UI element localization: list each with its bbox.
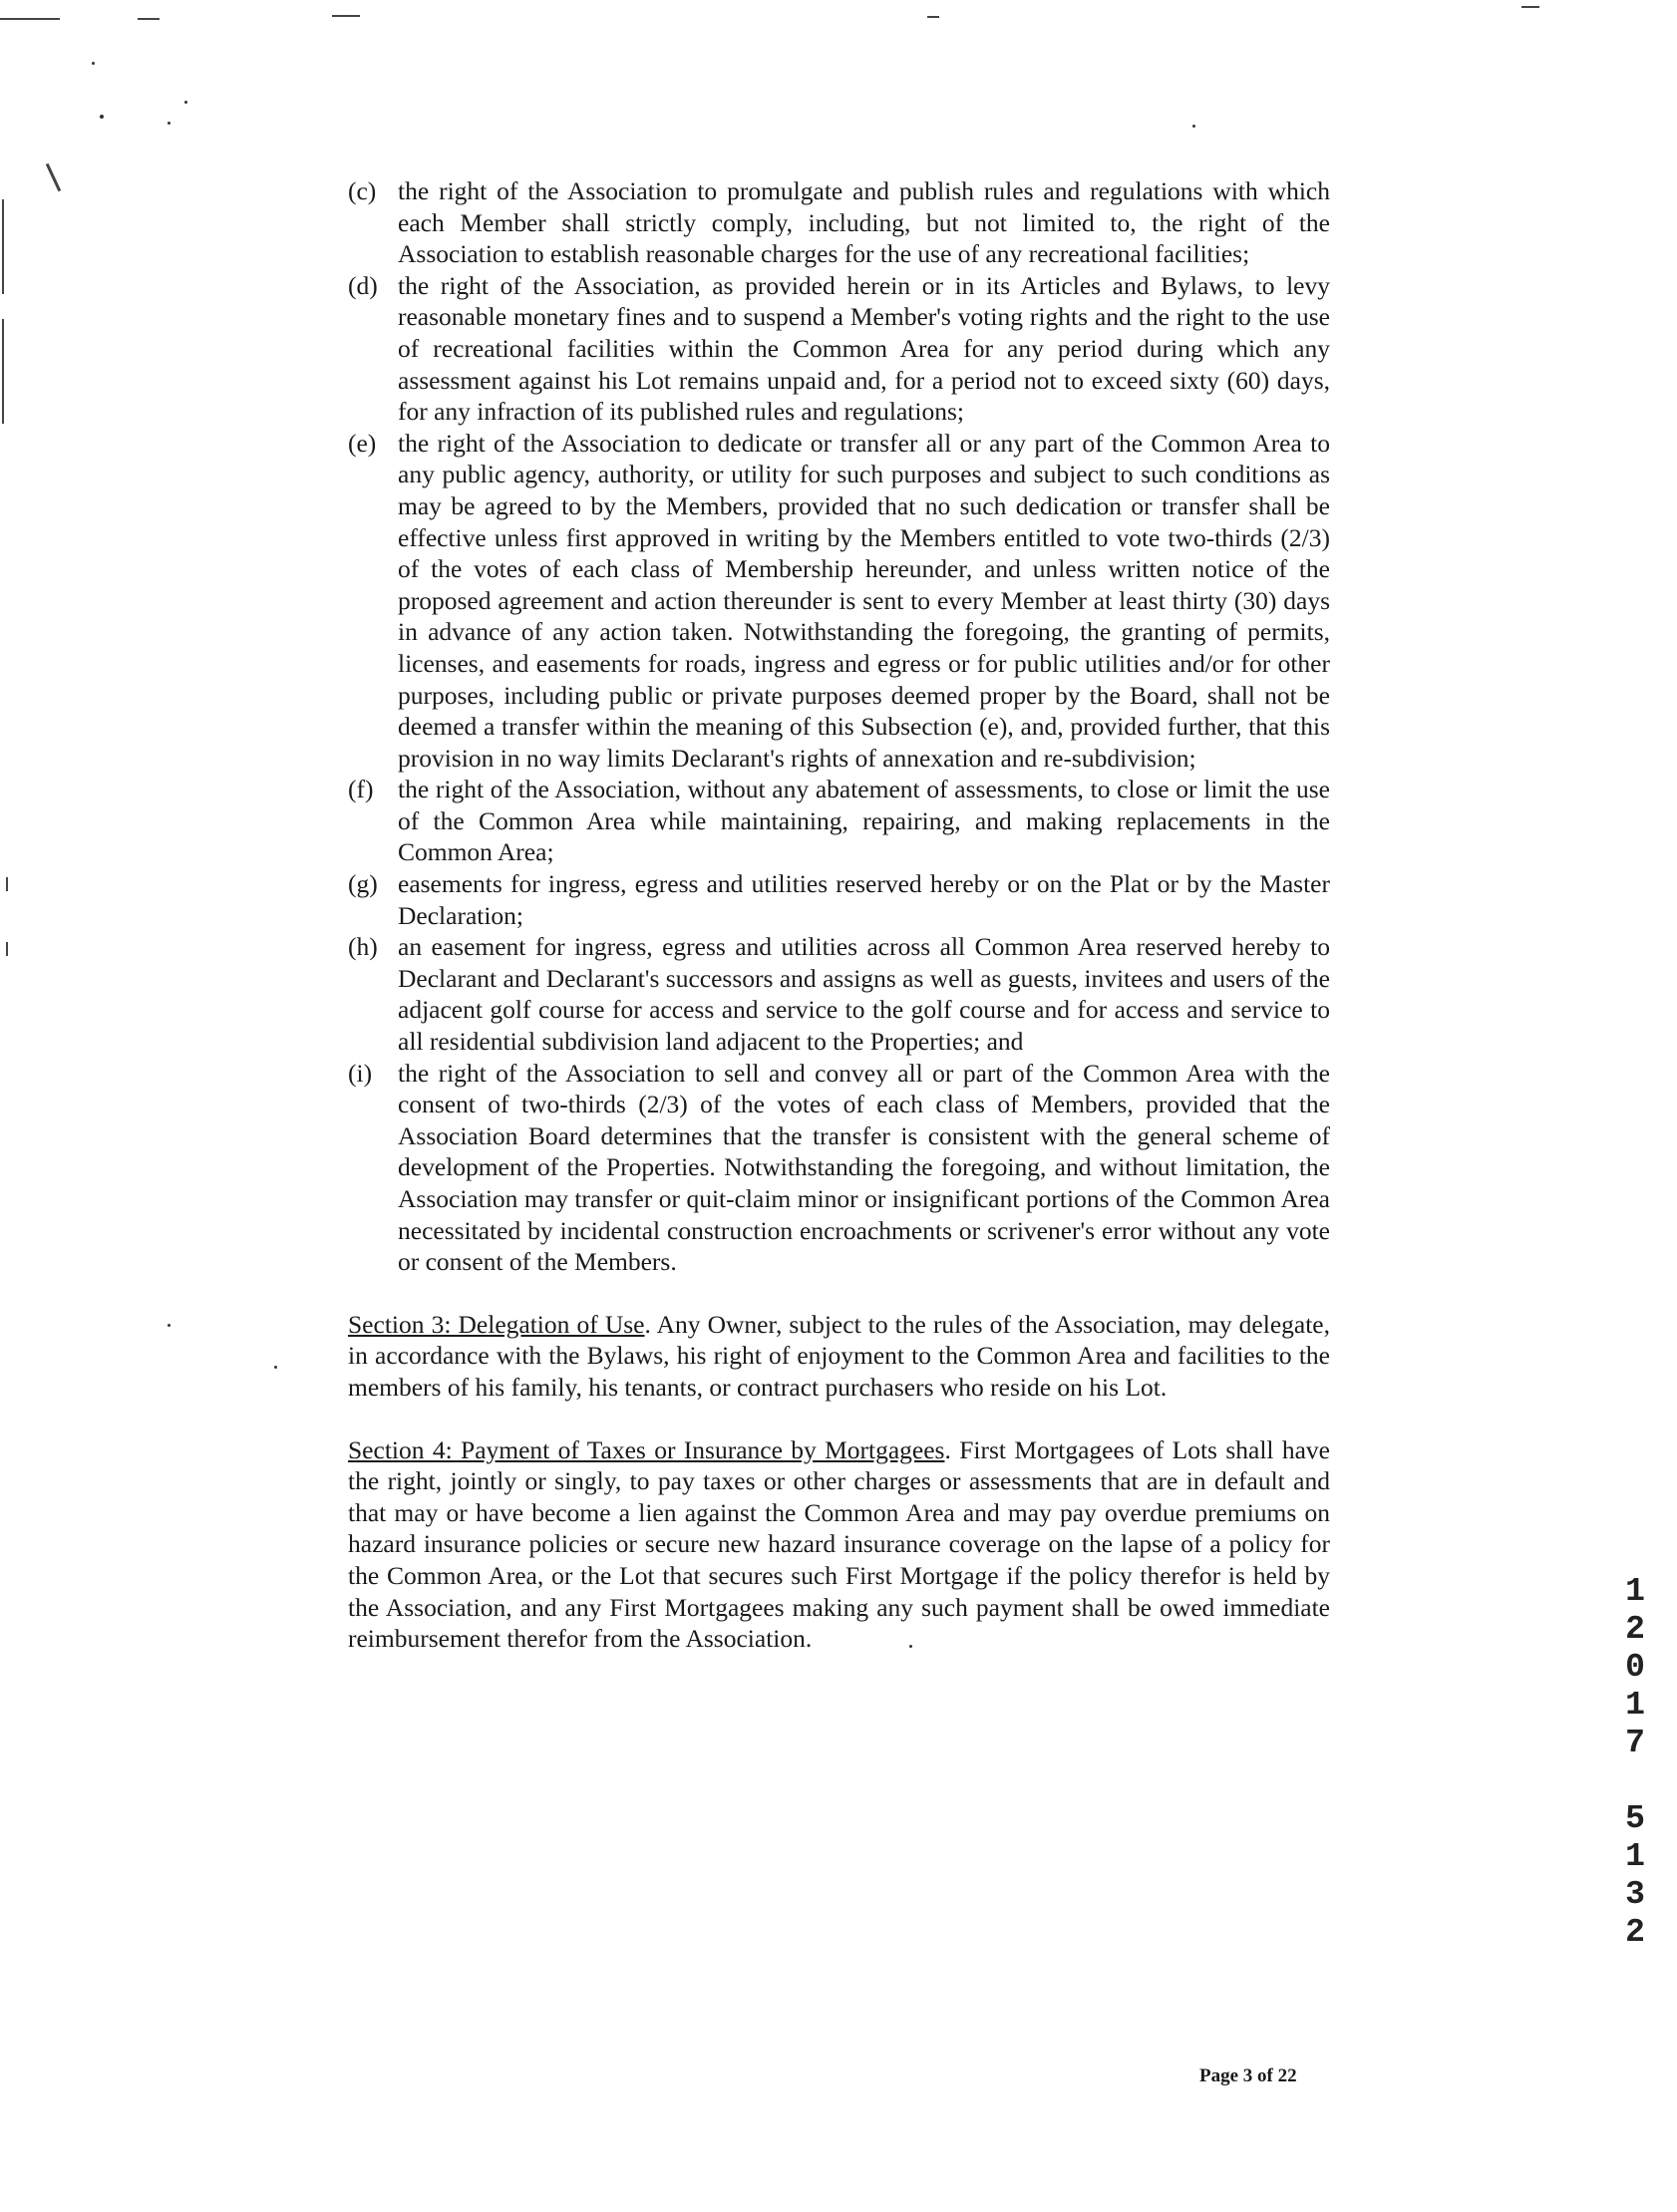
scan-mark-top-right bbox=[1521, 6, 1539, 8]
scan-mark-left-edge-2 bbox=[2, 319, 4, 424]
clause-label: (e) bbox=[348, 428, 377, 458]
stamp-digit: 1 bbox=[1625, 1838, 1645, 1875]
scan-speck-3 bbox=[168, 122, 170, 125]
clause-text: the right of the Association, as provided herein or in its Articles and Bylaws, to levy reasonable monetary fines and to suspend a Member's voting rights and the right to the use of recreational facilities within the Common Area for any period during which any assessment against his Lot remains unpaid and, for a period not to exceed sixty (60) days, for any infraction of its published rules and regulations; bbox=[398, 270, 1330, 427]
stamp-digit: 2 bbox=[1625, 1611, 1645, 1648]
scan-speck-2 bbox=[100, 115, 104, 119]
stamp-digit: 7 bbox=[1625, 1725, 1645, 1761]
section-3 bbox=[348, 1309, 1330, 1404]
clause-list bbox=[348, 175, 1330, 1278]
clause-text: the right of the Association to sell and convey all or part of the Common Area with the consent of two-thirds (2/3) of the votes of each class of Members, provided that the Association Board determines that the transfer is consistent with the general scheme of development of the Properties. Notwithstanding the foregoing, and without limitation, the Association may transfer or quit-claim minor or insignificant portions of the Common Area necessitated by incidental construction encroachments or scrivener's error without any vote or consent of the Members. bbox=[398, 1058, 1330, 1277]
clause-text: the right of the Association, without any abatement of assessments, to close or limit the use of the Common Area while maintaining, repairing, and making replacements in the Common Area; bbox=[398, 775, 1330, 867]
clause-c bbox=[348, 175, 1330, 270]
clause-text: the right of the Association to dedicate or transfer all or any part of the Common Area to any public agency, authority, or utility for such purposes and subject to such conditions as may be agreed to by the Members, provided that no such dedication or transfer shall be effective unless first approved in writing by the Members entitled to vote two-thirds (2/3) of the votes of each class of Membership hereunder, and unless written notice of the proposed agreement and action thereunder is sent to every Member at least thirty (30) days in advance of any action taken. Notwithstanding the foregoing, the granting of permits, licenses, and easements for roads, ingress and egress or for public utilities and/or for other purposes, including public or private purposes deemed proper by the Board, shall not be deemed a transfer within the meaning of this Subsection (e), and, provided further, that this provision in no way limits Declarant's rights of annexation and re-subdivision; bbox=[398, 428, 1330, 773]
stamp-digit: 0 bbox=[1625, 1649, 1645, 1686]
clause-label: (g) bbox=[348, 869, 378, 899]
page-number: Page 3 of 22 bbox=[1199, 2065, 1297, 2086]
document-body bbox=[348, 175, 1330, 1655]
clause-label: (i) bbox=[348, 1058, 373, 1088]
scan-mark-bracket bbox=[46, 163, 61, 191]
stamp-digit: 1 bbox=[1625, 1573, 1645, 1610]
section-4 bbox=[348, 1434, 1330, 1655]
section-text: . First Mortgagees of Lots shall have the right, jointly or singly, to pay taxes or other charges or assessments that are in default and that may or have become a lien against the Common Area and may pay overdue premiums on hazard insurance policies or secure new hazard insurance coverage on the lapse of a policy for the Common Area, or the Lot that secures such First Mortgage if the policy therefor is held by the Association, and any First Mortgagees making any such payment shall be owed immediate reimbursement therefor from the Association. bbox=[348, 1434, 1330, 1654]
scan-speck-6 bbox=[168, 1324, 170, 1327]
clause-f bbox=[348, 774, 1330, 868]
scan-mark-top bbox=[332, 15, 360, 17]
stamp-gap bbox=[1615, 1762, 1655, 1800]
recording-number-stamp bbox=[1615, 1573, 1655, 1952]
stamp-digit: 5 bbox=[1625, 1800, 1645, 1837]
scan-mark-top-left bbox=[0, 18, 60, 20]
scan-speck-5 bbox=[1192, 125, 1195, 128]
scan-speck-1 bbox=[92, 62, 95, 65]
section-heading: Section 3: Delegation of Use bbox=[348, 1309, 645, 1339]
scan-mark-top-left-2 bbox=[138, 18, 160, 20]
stamp-digit: 3 bbox=[1625, 1876, 1645, 1913]
scan-speck-4 bbox=[184, 101, 187, 104]
scan-mark-left-edge-1 bbox=[2, 199, 4, 294]
clause-label: (f) bbox=[348, 775, 374, 804]
clause-g bbox=[348, 868, 1330, 931]
scan-mark-left-edge-4 bbox=[6, 942, 8, 956]
stamp-digit: 2 bbox=[1625, 1914, 1645, 1951]
section-heading: Section 4: Payment of Taxes or Insurance by Mortgagees bbox=[348, 1434, 945, 1464]
clause-text: the right of the Association to promulgate and publish rules and regulations with which each Member shall strictly comply, including, but not limited to, the right of the Association to establish reasonable charges for the use of any recreational facilities; bbox=[398, 176, 1330, 269]
scan-mark-left-edge-3 bbox=[6, 877, 8, 891]
clause-i bbox=[348, 1058, 1330, 1278]
scan-speck-7 bbox=[274, 1366, 277, 1369]
clause-d bbox=[348, 270, 1330, 428]
clause-e bbox=[348, 428, 1330, 775]
clause-label: (c) bbox=[348, 176, 377, 205]
stamp-digit: 1 bbox=[1625, 1687, 1645, 1724]
scan-mark-top-mid bbox=[927, 16, 939, 18]
clause-h bbox=[348, 931, 1330, 1057]
clause-text: easements for ingress, egress and utilities reserved hereby or on the Plat or by the Master Declaration; bbox=[398, 869, 1330, 930]
clause-label: (d) bbox=[348, 270, 378, 300]
clause-text: an easement for ingress, egress and utilities across all Common Area reserved hereby to Declarant and Declarant's successors and assigns as well as guests, invitees and users of the adjacent golf course for access and service to the golf course and for access and service to all residential subdivision land adjacent to the Properties; and bbox=[398, 932, 1330, 1057]
clause-label: (h) bbox=[348, 932, 378, 962]
section-text: . Any Owner, subject to the rules of the Association, may delegate, in accordance with the Bylaws, his right of enjoyment to the Common Area and facilities to the members of his family, his tenants, or contract purchasers who reside on his Lot. bbox=[348, 1309, 1330, 1402]
